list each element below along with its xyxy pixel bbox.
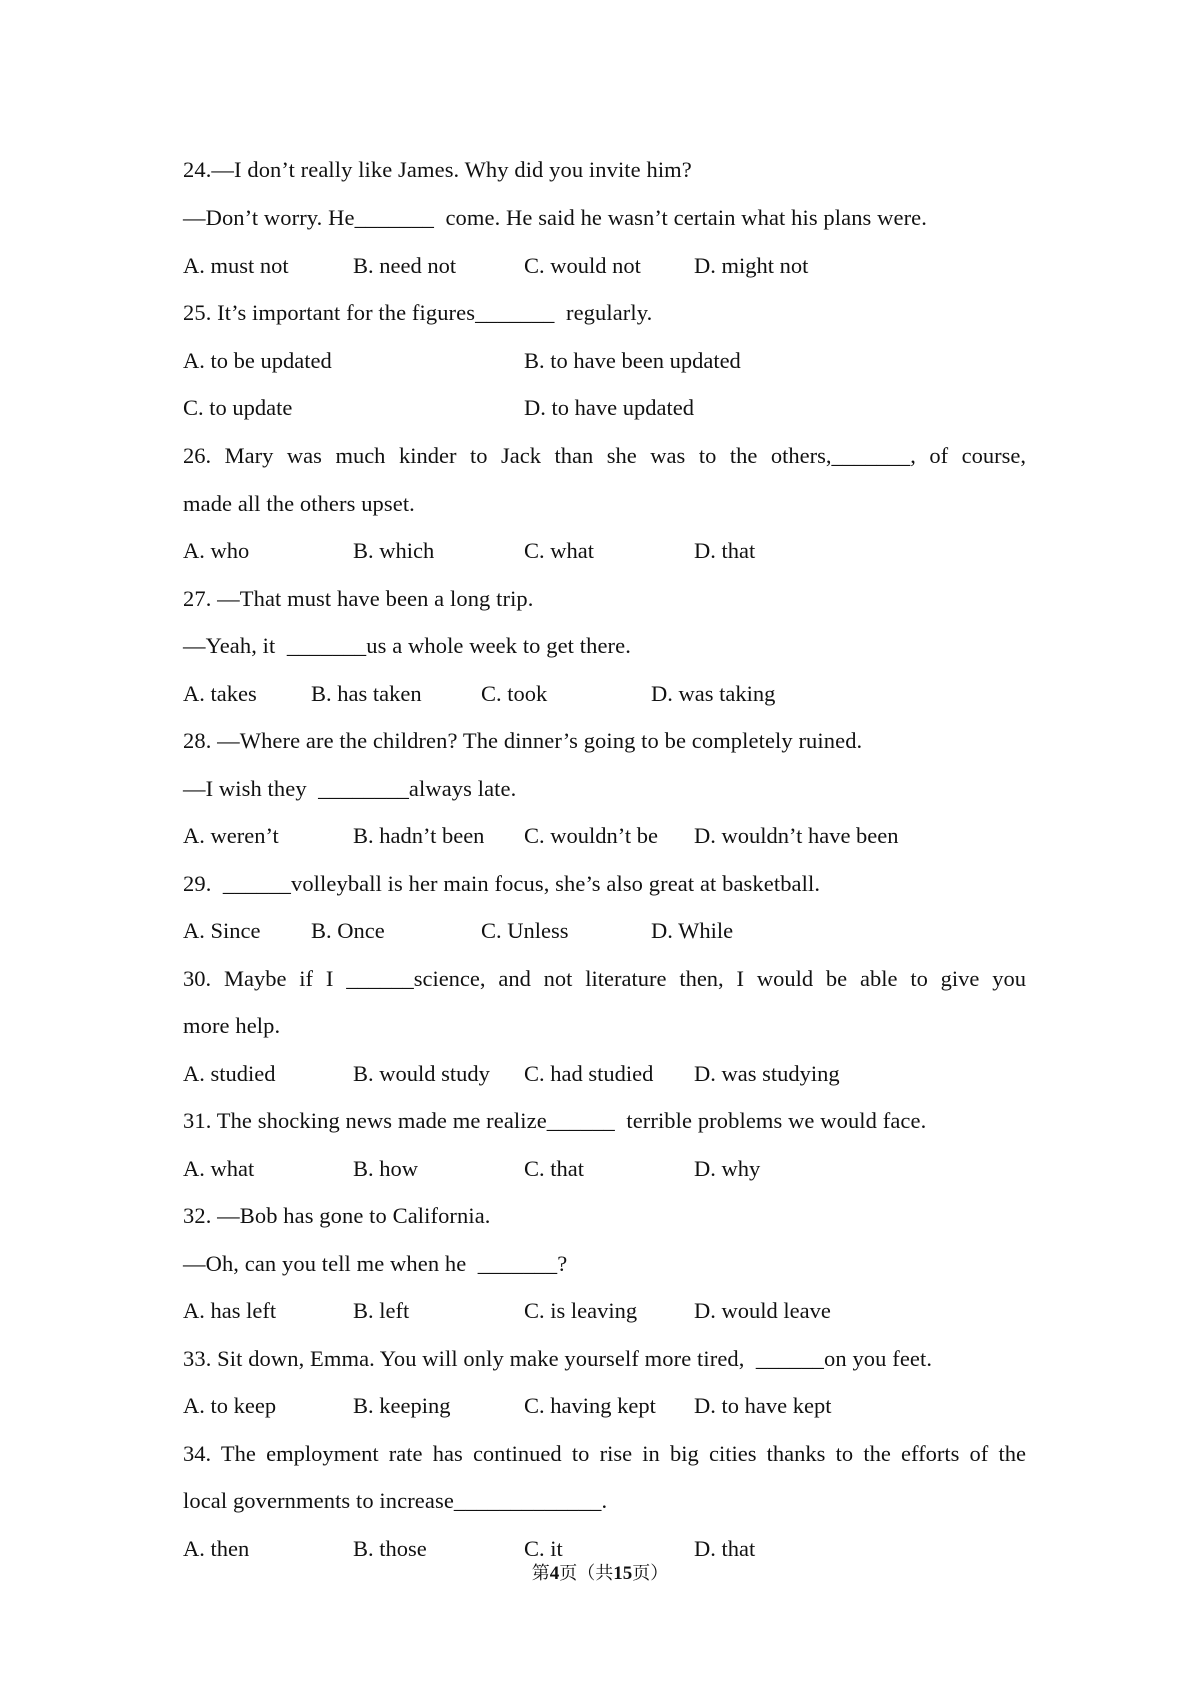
footer-suffix: 页） [632, 1563, 669, 1584]
option-c[interactable]: C. having kept [524, 1393, 656, 1418]
question-26-options [183, 536, 1033, 566]
question-27-options [183, 679, 1033, 709]
question-34-line-2: local governments to increase_____________. [183, 1488, 608, 1513]
option-c[interactable]: C. took [481, 681, 548, 706]
footer-total-pages: 15 [613, 1563, 633, 1584]
option-c[interactable]: C. to update [183, 395, 293, 420]
question-25-options-row-1 [183, 346, 1033, 376]
option-a[interactable]: A. has left [183, 1298, 277, 1323]
question-32-line-2: —Oh, can you tell me when he _______? [183, 1251, 568, 1276]
option-b[interactable]: B. how [353, 1156, 419, 1181]
question-28-options [183, 821, 1033, 851]
option-b[interactable]: B. need not [353, 253, 457, 278]
footer-middle: 页（共 [559, 1563, 614, 1584]
option-d[interactable]: D. was taking [651, 681, 776, 706]
question-32-options [183, 1296, 1033, 1326]
option-d[interactable]: D. While [651, 918, 734, 943]
option-b[interactable]: B. Once [311, 918, 385, 943]
option-a[interactable]: A. takes [183, 681, 257, 706]
question-34-line-1: 34. The employment rate has continued to rise in big cities thanks to the efforts of the [183, 1441, 1026, 1466]
question-27-line-1: 27. —That must have been a long trip. [183, 586, 534, 611]
question-30-line-1: 30. Maybe if I ______science, and not literature then, I would be able to give you [183, 966, 1026, 991]
option-b[interactable]: B. to have been updated [524, 348, 741, 373]
question-28-line-1: 28. —Where are the children? The dinner’s going to be completely ruined. [183, 728, 863, 753]
option-b[interactable]: B. would study [353, 1061, 490, 1086]
option-d[interactable]: D. would leave [694, 1298, 831, 1323]
question-27-line-2: —Yeah, it _______us a whole week to get there. [183, 633, 631, 658]
option-a[interactable]: A. to keep [183, 1393, 277, 1418]
option-a[interactable]: A. Since [183, 918, 261, 943]
option-d[interactable]: D. to have kept [694, 1393, 832, 1418]
question-31-options [183, 1154, 1033, 1184]
option-d[interactable]: D. to have updated [524, 395, 694, 420]
question-30-line-2: more help. [183, 1013, 281, 1038]
footer-prefix: 第 [531, 1563, 550, 1584]
question-32-line-1: 32. —Bob has gone to California. [183, 1203, 491, 1228]
option-d[interactable]: D. wouldn’t have been [694, 823, 899, 848]
page-footer [0, 1562, 1200, 1586]
question-33-line-1: 33. Sit down, Emma. You will only make yourself more tired, ______on you feet. [183, 1346, 933, 1371]
option-a[interactable]: A. then [183, 1536, 250, 1561]
option-b[interactable]: B. has taken [311, 681, 422, 706]
option-b[interactable]: B. keeping [353, 1393, 451, 1418]
option-c[interactable]: C. is leaving [524, 1298, 638, 1323]
question-24-line-1: 24.—I don’t really like James. Why did you invite him? [183, 157, 692, 182]
option-a[interactable]: A. must not [183, 253, 289, 278]
option-d[interactable]: D. might not [694, 253, 809, 278]
option-d[interactable]: D. was studying [694, 1061, 840, 1086]
option-c[interactable]: C. would not [524, 253, 641, 278]
option-a[interactable]: A. weren’t [183, 823, 279, 848]
option-a[interactable]: A. studied [183, 1061, 276, 1086]
question-24-line-2: —Don’t worry. He_______ come. He said he wasn’t certain what his plans were. [183, 205, 927, 230]
option-c[interactable]: C. that [524, 1156, 584, 1181]
option-d[interactable]: D. that [694, 1536, 756, 1561]
question-26-line-1: 26. Mary was much kinder to Jack than she was to the others,_______, of course, [183, 443, 1026, 468]
question-24-options [183, 251, 1033, 281]
option-a[interactable]: A. who [183, 538, 250, 563]
question-34-options [183, 1534, 1033, 1564]
question-31-line-1: 31. The shocking news made me realize______ terrible problems we would face. [183, 1108, 927, 1133]
option-c[interactable]: C. had studied [524, 1061, 654, 1086]
question-25-line-1: 25. It’s important for the figures_______ regularly. [183, 300, 653, 325]
option-a[interactable]: A. to be updated [183, 348, 332, 373]
question-29-line-1: 29. ______volleyball is her main focus, she’s also great at basketball. [183, 871, 821, 896]
question-30-options [183, 1059, 1033, 1089]
option-c[interactable]: C. what [524, 538, 594, 563]
question-29-options [183, 916, 1033, 946]
option-b[interactable]: B. which [353, 538, 435, 563]
question-28-line-2: —I wish they ________always late. [183, 776, 517, 801]
option-d[interactable]: D. why [694, 1156, 761, 1181]
option-b[interactable]: B. hadn’t been [353, 823, 485, 848]
question-26-line-2: made all the others upset. [183, 491, 415, 516]
footer-page-number: 4 [549, 1563, 560, 1584]
question-25-options-row-2 [183, 393, 1033, 423]
option-b[interactable]: B. left [353, 1298, 410, 1323]
option-c[interactable]: C. wouldn’t be [524, 823, 658, 848]
option-c[interactable]: C. it [524, 1536, 563, 1561]
option-d[interactable]: D. that [694, 538, 756, 563]
option-c[interactable]: C. Unless [481, 918, 569, 943]
option-b[interactable]: B. those [353, 1536, 427, 1561]
question-33-options [183, 1391, 1033, 1421]
option-a[interactable]: A. what [183, 1156, 255, 1181]
